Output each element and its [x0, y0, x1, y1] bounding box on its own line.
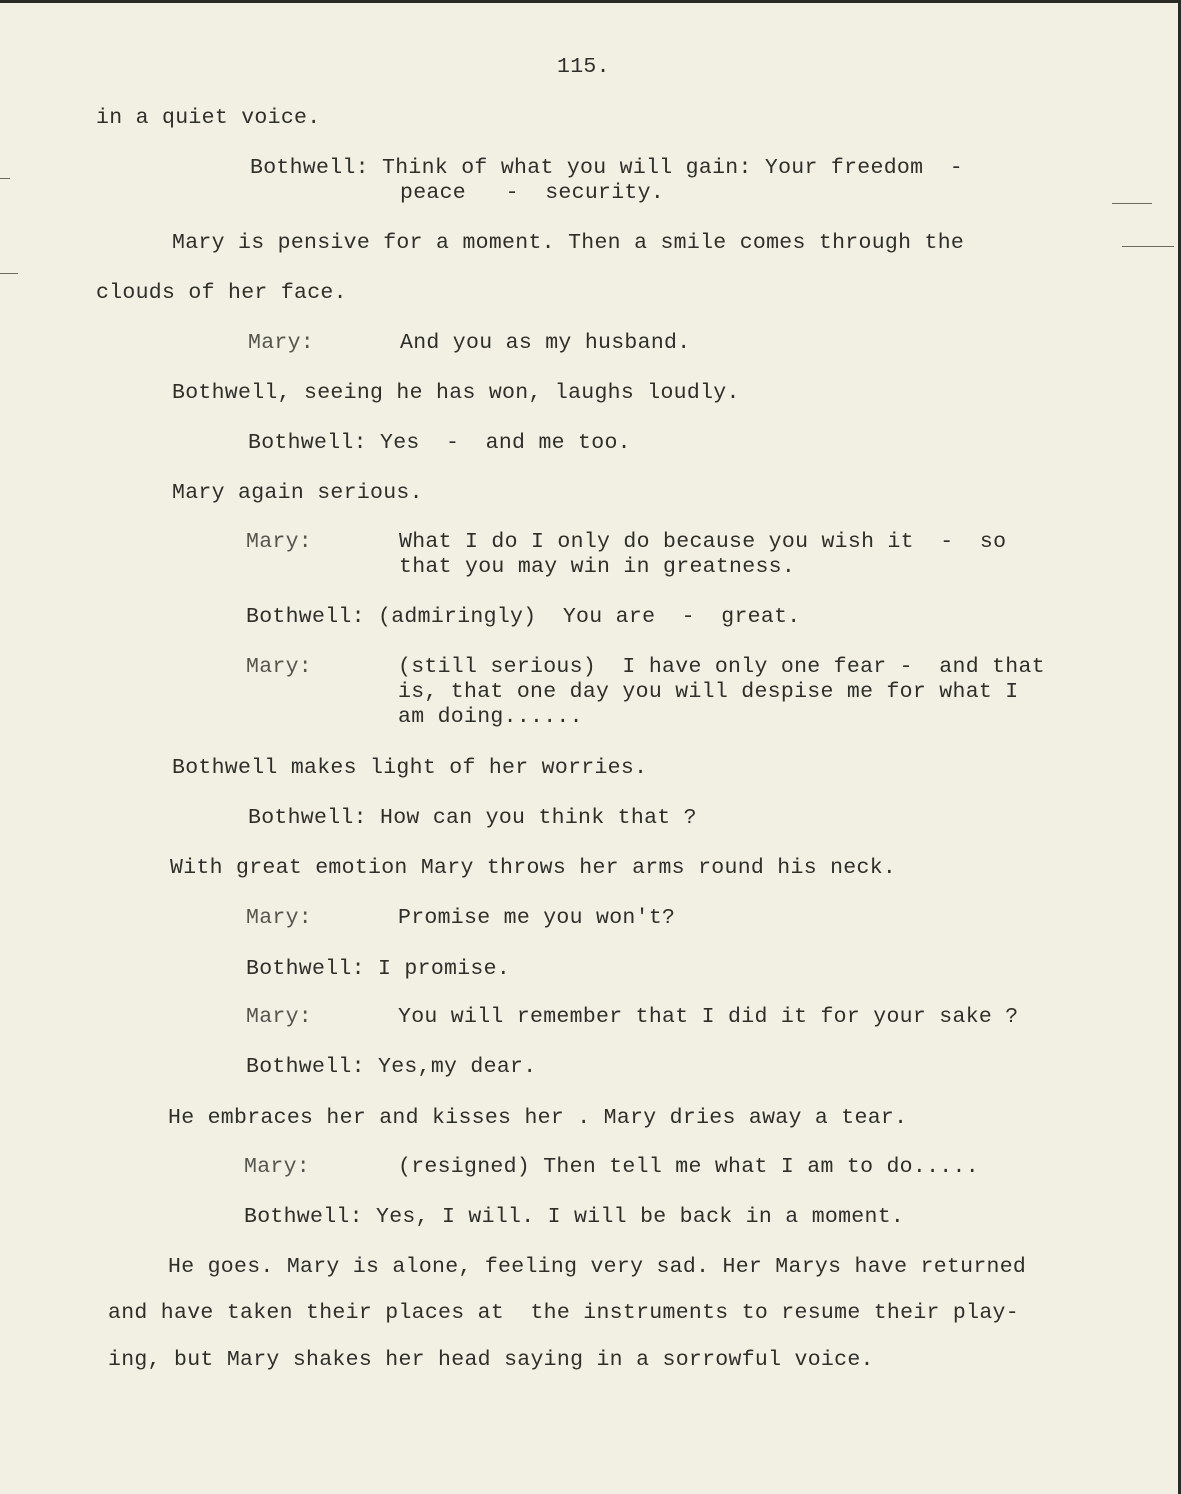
dialogue-line: You will remember that I did it for your sake ?	[398, 1005, 1019, 1029]
margin-mark	[1112, 203, 1152, 204]
dialogue-line: that you may win in greatness.	[399, 555, 796, 579]
dialogue-line: am doing......	[398, 705, 583, 729]
dialogue-line: Bothwell: Yes, I will. I will be back in a moment.	[244, 1205, 905, 1229]
dialogue-line: And you as my husband.	[400, 331, 691, 355]
margin-mark	[0, 178, 10, 179]
margin-mark	[0, 273, 18, 274]
stage-direction: Bothwell, seeing he has won, laughs loudly.	[172, 381, 740, 405]
speaker-label: Mary:	[246, 530, 313, 554]
speaker-label: Mary:	[244, 1155, 311, 1179]
dialogue-line: Bothwell: Yes,my dear.	[246, 1055, 537, 1079]
page-number: 115.	[557, 55, 610, 79]
speaker-label: Mary:	[246, 655, 313, 679]
dialogue-line: is, that one day you will despise me for what I	[398, 680, 1019, 704]
dialogue-line: What I do I only do because you wish it - so	[399, 530, 1007, 554]
stage-direction: Bothwell makes light of her worries.	[172, 756, 648, 780]
speaker-label: Mary:	[246, 906, 313, 930]
dialogue-line: Bothwell: How can you think that ?	[248, 806, 697, 830]
stage-direction: Mary again serious.	[172, 481, 423, 505]
stage-direction: and have taken their places at the instruments to resume their play-	[108, 1301, 1019, 1325]
speaker-label: Mary:	[248, 331, 315, 355]
stage-direction: With great emotion Mary throws her arms round his neck.	[170, 856, 897, 880]
dialogue-line: Bothwell: Think of what you will gain: Your freedom -	[250, 156, 963, 180]
stage-direction: He embraces her and kisses her . Mary dries away a tear.	[168, 1106, 908, 1130]
margin-mark	[1122, 246, 1174, 247]
dialogue-line: (still serious) I have only one fear - and that	[398, 655, 1045, 679]
dialogue-line: peace - security.	[400, 181, 665, 205]
speaker-label: Mary:	[246, 1005, 313, 1029]
dialogue-line: (resigned) Then tell me what I am to do.....	[398, 1155, 979, 1179]
stage-direction: He goes. Mary is alone, feeling very sad. Her Marys have returned	[168, 1255, 1027, 1279]
dialogue-line: Promise me you won't?	[398, 906, 676, 930]
stage-direction: ing, but Mary shakes her head saying in a sorrowful voice.	[108, 1348, 874, 1372]
dialogue-line: Bothwell: (admiringly) You are - great.	[246, 605, 801, 629]
stage-direction: in a quiet voice.	[96, 106, 321, 130]
stage-direction: Mary is pensive for a moment. Then a smile comes through the	[172, 231, 965, 255]
dialogue-line: Bothwell: I promise.	[246, 957, 511, 981]
stage-direction: clouds of her face.	[96, 281, 347, 305]
dialogue-line: Bothwell: Yes - and me too.	[248, 431, 631, 455]
